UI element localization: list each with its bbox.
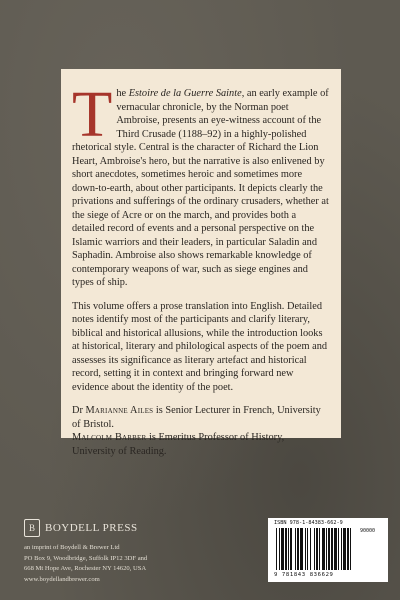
intro-lead: he — [116, 88, 129, 99]
boydell-emblem-icon: B — [24, 519, 40, 537]
publisher-line: PO Box 9, Woodbridge, Suffolk IP12 3DF and — [24, 554, 148, 562]
author-bios — [72, 404, 329, 458]
blurb-intro-paragraph — [72, 78, 329, 290]
author1-desc: is Senior Lecturer in French, University of Bristol. — [72, 405, 321, 430]
isbn-label: ISBN 978-1-84383-662-9 — [274, 520, 343, 526]
work-title: Estoire de la Guerre Sainte — [128, 88, 242, 99]
blurb-second-paragraph: This volume offers a prose translation into English. Detailed notes identify most of the participants and clarify literary, biblical and historical allusions, while the introduction looks at historical, literary and philological aspects of the poem and assesses its significance as literary artefact and historical record, setting it in context and bringing forward new evidence about the identity of the poet. — [72, 300, 328, 393]
isbn-barcode — [268, 518, 388, 582]
publisher-logo — [24, 519, 224, 537]
publisher-name: BOYDELL PRESS — [45, 522, 138, 534]
author1-prefix: Dr — [72, 405, 86, 416]
publisher-address — [24, 543, 224, 585]
author1-name: Marianne Ailes — [85, 405, 154, 416]
publisher-line: an imprint of Boydell & Brewer Ltd — [24, 544, 120, 551]
author-bio-ailes — [72, 404, 329, 431]
publisher-block — [24, 519, 224, 585]
author2-name: Malcolm Barber — [72, 432, 147, 443]
intro-text: , an early example of vernacular chronicle, by the Norman poet Ambroise, presents an eye-witness account of the Third Crusade (1188–92) in a highly-polished rhetorical style. Central is the character of Richard the Lion Heart, Ambroise's hero, but the narrative is also enlivened by short anecdotes, sometimes heroic and sometimes more down-to-earth, about other participants. It depicts clearly the privations and sufferings of the ordinary crusaders, whether at the siege of Acre or on the march, and provides both a detailed record of events and a personal perspective on the Islamic warriors and their leaders, in particular Saladin and Saphadin. Ambroise also shows remarkable knowledge of contemporary weapons of war, such as siege engines and types of ship. — [72, 88, 329, 288]
price-code: 90000 — [360, 528, 376, 534]
author2-desc: is Emeritus Professor of History, University of Reading. — [72, 432, 285, 457]
barcode-digits: 9 781843 836629 — [274, 572, 334, 578]
blurb-panel — [61, 69, 341, 457]
drop-cap: T — [72, 78, 113, 151]
publisher-line: 668 Mt Hope Ave, Rochester NY 14620, USA — [24, 565, 147, 572]
publisher-website: www.boydellandbrewer.com — [24, 575, 100, 583]
barcode-bars-icon — [274, 528, 382, 572]
author-bio-barber — [72, 431, 329, 458]
